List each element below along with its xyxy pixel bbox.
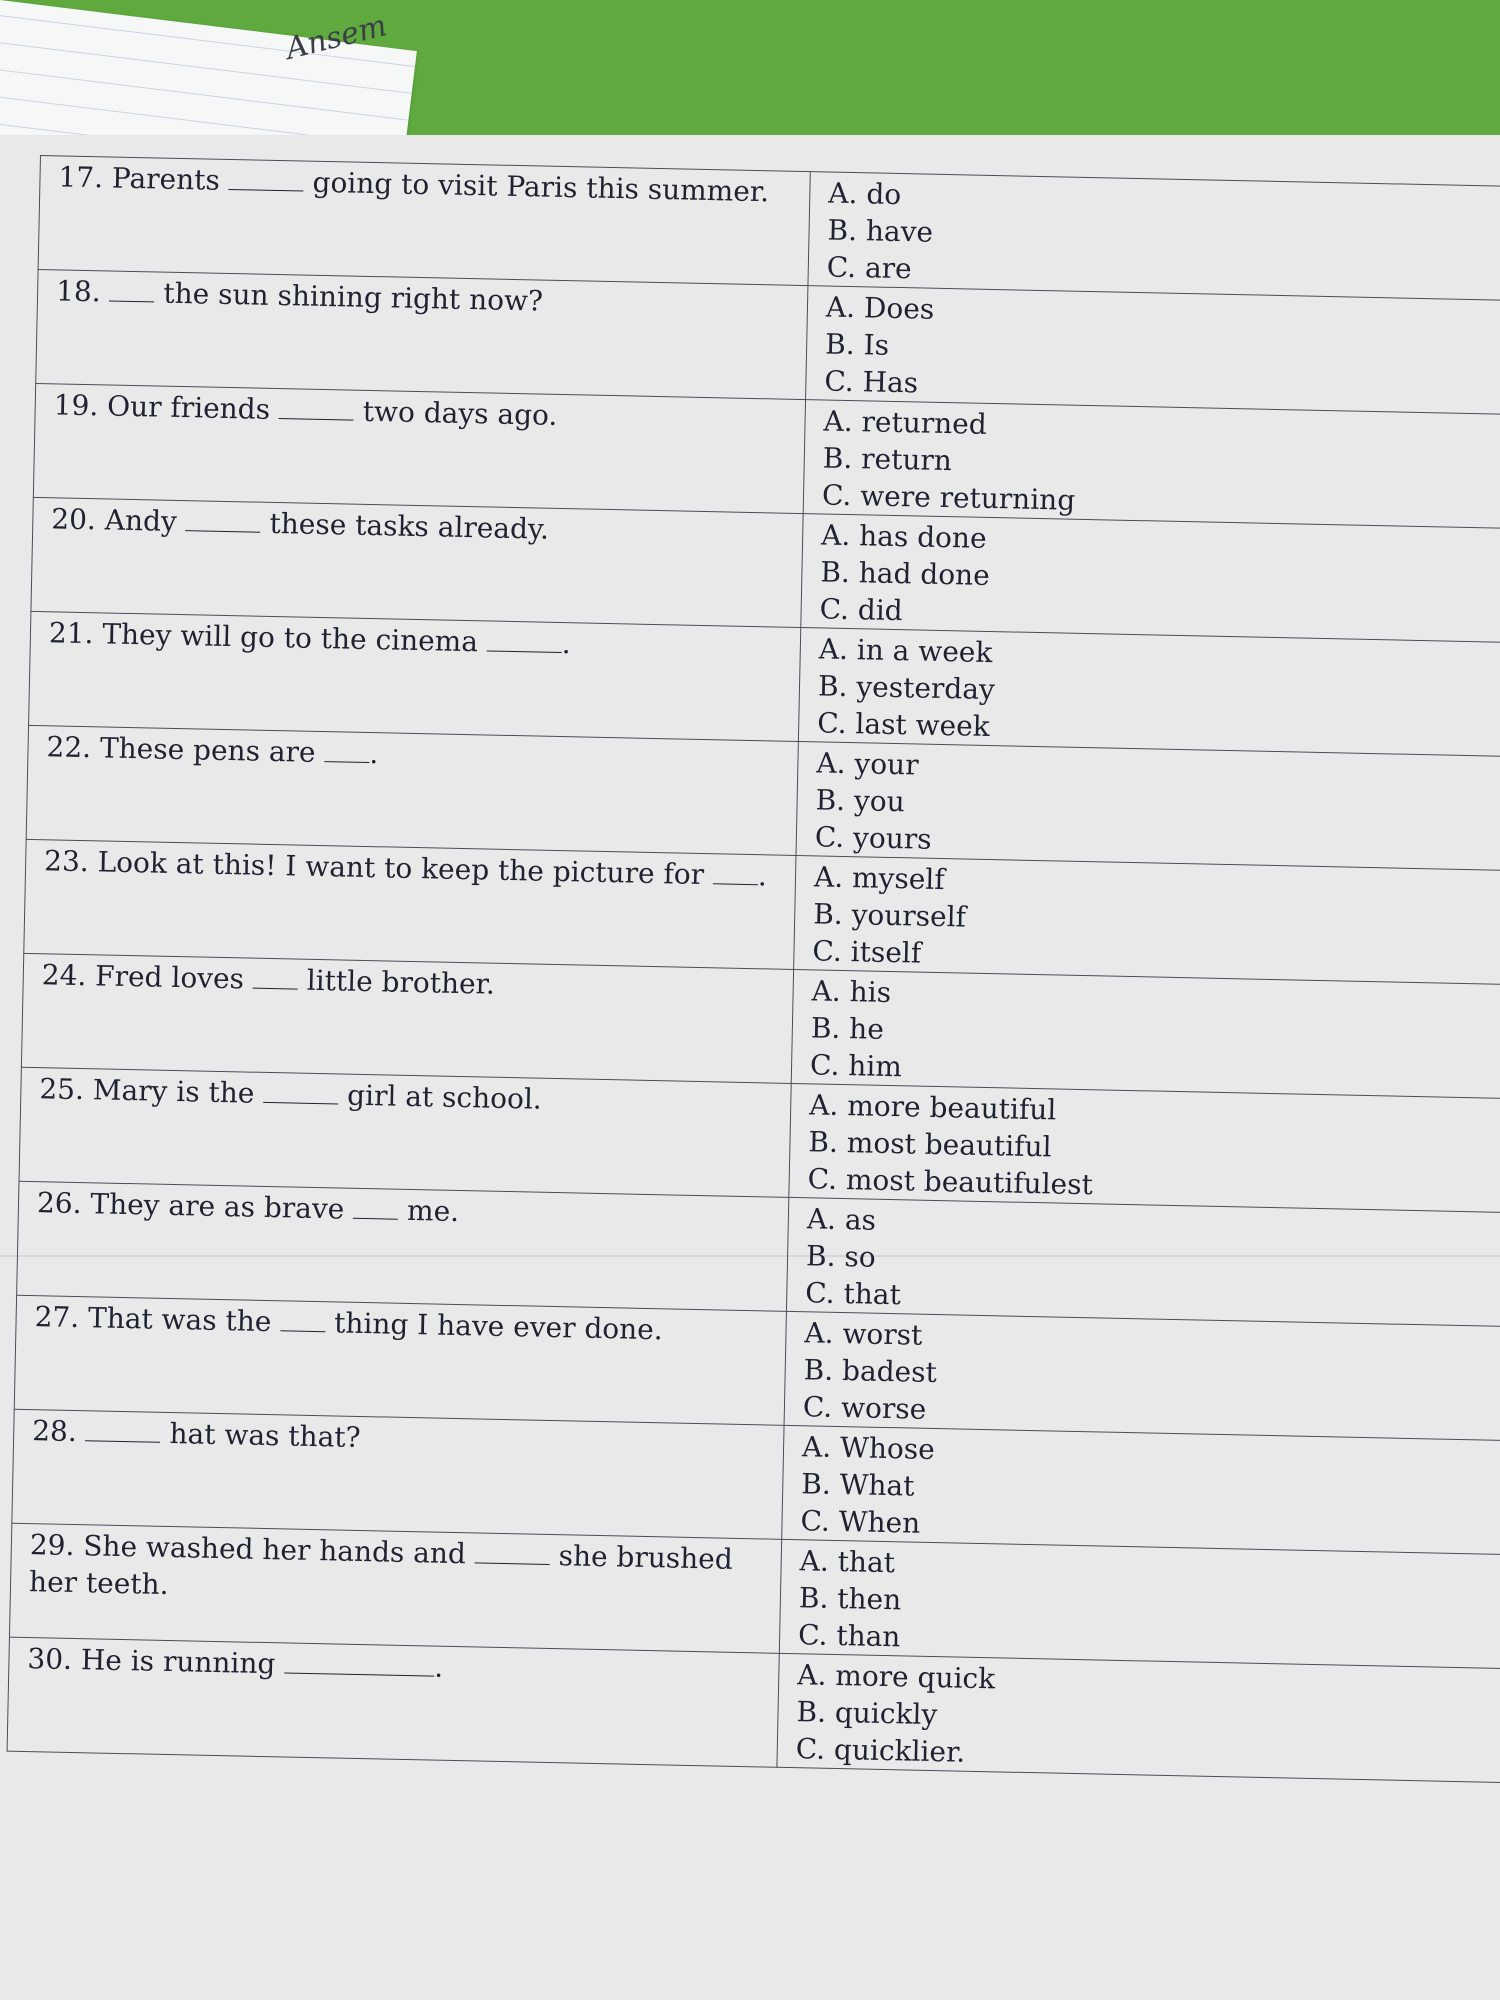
answer-blank[interactable] bbox=[229, 167, 304, 192]
question-text-before-blank: Parents bbox=[102, 161, 230, 197]
answer-option[interactable]: A. more beautiful bbox=[808, 1088, 1057, 1127]
options-cell bbox=[803, 400, 1500, 529]
options-cell bbox=[794, 855, 1500, 984]
answer-option[interactable]: B. Is bbox=[824, 327, 890, 362]
question-text-before-blank: Look at this! I want to keep the picture for bbox=[88, 845, 714, 892]
question-cell bbox=[9, 1523, 781, 1653]
question-text-before-blank: They are as brave bbox=[81, 1187, 354, 1226]
answer-option[interactable]: B. What bbox=[800, 1467, 915, 1503]
question-cell bbox=[24, 839, 796, 969]
answer-blank[interactable] bbox=[263, 1080, 338, 1105]
question-text-before-blank: Our friends bbox=[97, 389, 280, 427]
question-text-after-blank: . bbox=[561, 627, 572, 661]
question-number: 26. bbox=[36, 1186, 82, 1221]
answer-option[interactable]: A. myself bbox=[813, 860, 946, 897]
question-number: 27. bbox=[34, 1300, 80, 1335]
answer-option[interactable]: B. return bbox=[822, 441, 953, 478]
question-cell bbox=[31, 497, 803, 627]
question-text-after-blank: . bbox=[369, 737, 379, 771]
answer-option[interactable]: C. are bbox=[826, 250, 913, 286]
options-cell bbox=[782, 1425, 1500, 1554]
question-cell bbox=[26, 725, 798, 855]
answer-option[interactable]: C. were returning bbox=[821, 478, 1076, 517]
options-cell bbox=[786, 1197, 1500, 1326]
answer-blank[interactable] bbox=[475, 1540, 550, 1565]
question-text-after-blank: two days ago. bbox=[353, 394, 558, 432]
question-cell bbox=[38, 156, 810, 286]
quiz-area bbox=[7, 155, 1500, 1783]
answer-option[interactable]: C. When bbox=[800, 1504, 921, 1540]
answer-blank[interactable] bbox=[324, 739, 369, 763]
answer-option[interactable]: B. had done bbox=[820, 555, 991, 592]
question-cell bbox=[29, 611, 801, 741]
question-text-after-blank: hat was that? bbox=[160, 1416, 361, 1454]
question-text-after-blank: going to visit Paris this summer. bbox=[303, 165, 770, 209]
question-number: 23. bbox=[43, 844, 90, 879]
question-text-before-blank: He is running bbox=[71, 1643, 285, 1681]
question-text-before-blank: She washed her hands and bbox=[74, 1529, 476, 1571]
options-cell bbox=[798, 628, 1500, 757]
answer-option[interactable]: B. he bbox=[810, 1011, 885, 1046]
answer-option[interactable]: A. has done bbox=[820, 518, 987, 555]
options-cell bbox=[801, 514, 1500, 643]
answer-option[interactable]: C. yours bbox=[814, 820, 932, 856]
question-number: 30. bbox=[27, 1642, 73, 1676]
options-cell bbox=[784, 1311, 1500, 1440]
answer-blank[interactable] bbox=[109, 278, 154, 302]
answer-option[interactable]: C. did bbox=[819, 592, 904, 628]
options-cell bbox=[806, 286, 1500, 415]
question-number: 20. bbox=[51, 502, 97, 537]
question-number: 19. bbox=[53, 388, 99, 423]
answer-option[interactable]: C. than bbox=[797, 1618, 901, 1654]
answer-option[interactable]: B. yesterday bbox=[817, 669, 996, 707]
question-text-before-blank: They will go to the cinema bbox=[93, 617, 488, 659]
answer-option[interactable]: A. do bbox=[828, 176, 902, 212]
question-text-after-blank: thing I have ever done. bbox=[324, 1306, 664, 1347]
question-text-after-blank: . bbox=[433, 1650, 444, 1684]
question-cell bbox=[19, 1067, 791, 1197]
answer-blank[interactable] bbox=[86, 1418, 161, 1443]
answer-option[interactable]: A. more quick bbox=[796, 1658, 996, 1696]
question-table-body bbox=[7, 156, 1500, 1783]
question-text-after-blank: me. bbox=[397, 1193, 460, 1229]
options-cell bbox=[789, 1083, 1500, 1212]
options-cell bbox=[796, 742, 1500, 871]
question-number: 29. bbox=[29, 1528, 75, 1563]
answer-blank[interactable] bbox=[253, 966, 298, 990]
question-text-before-blank: Fred loves bbox=[86, 959, 254, 996]
answer-option[interactable]: C. Has bbox=[824, 364, 919, 400]
question-text-before-blank: These pens are bbox=[90, 731, 325, 770]
answer-option[interactable]: A. his bbox=[811, 974, 892, 1010]
question-number: 28. bbox=[31, 1414, 78, 1449]
answer-blank[interactable] bbox=[280, 1308, 325, 1332]
question-number: 24. bbox=[41, 958, 87, 993]
question-text-after-blank: girl at school. bbox=[337, 1078, 543, 1116]
question-text-after-blank: these tasks already. bbox=[260, 506, 550, 546]
question-table bbox=[7, 155, 1500, 1783]
answer-option[interactable]: C. that bbox=[804, 1276, 902, 1312]
options-cell bbox=[777, 1653, 1500, 1782]
options-cell bbox=[779, 1539, 1500, 1668]
answer-option[interactable]: C. him bbox=[809, 1048, 903, 1084]
answer-option[interactable]: A. that bbox=[799, 1544, 896, 1580]
question-cell bbox=[17, 1181, 789, 1311]
answer-option[interactable]: A. Whose bbox=[801, 1430, 936, 1467]
answer-blank[interactable] bbox=[279, 396, 354, 421]
question-number: 18. bbox=[55, 274, 102, 309]
question-number: 21. bbox=[48, 616, 94, 651]
question-cell bbox=[12, 1409, 784, 1539]
question-number: 22. bbox=[46, 730, 92, 765]
options-cell bbox=[791, 969, 1500, 1098]
answer-blank[interactable] bbox=[185, 508, 260, 533]
answer-option[interactable]: B. have bbox=[827, 213, 934, 249]
question-cell bbox=[36, 269, 808, 399]
question-text-after-blank: . bbox=[757, 859, 768, 893]
answer-option[interactable]: A. returned bbox=[823, 404, 988, 441]
answer-option[interactable]: A. your bbox=[816, 746, 919, 782]
answer-blank[interactable] bbox=[284, 1650, 434, 1676]
question-text-before-blank: Mary is the bbox=[83, 1073, 264, 1110]
question-number: 17. bbox=[58, 160, 104, 195]
answer-option[interactable]: A. in a week bbox=[818, 632, 993, 670]
answer-blank[interactable] bbox=[713, 861, 758, 885]
question-cell bbox=[7, 1637, 779, 1767]
answer-option[interactable]: A. as bbox=[806, 1202, 877, 1237]
answer-option[interactable]: A. worst bbox=[804, 1316, 923, 1352]
answer-option[interactable]: C. itself bbox=[812, 934, 922, 970]
handwritten-note: Ansem bbox=[282, 8, 391, 67]
question-cell bbox=[33, 383, 805, 513]
answer-option[interactable]: C. last week bbox=[816, 706, 991, 744]
question-text-before-blank: Andy bbox=[95, 503, 187, 539]
answer-option[interactable]: B. yourself bbox=[812, 897, 967, 934]
answer-option[interactable]: B. quickly bbox=[796, 1695, 938, 1732]
question-text-after-blank: she brushed her teeth. bbox=[28, 1538, 734, 1602]
answer-blank[interactable] bbox=[353, 1196, 398, 1220]
question-text-after-blank: little brother. bbox=[297, 963, 496, 1001]
answer-option[interactable]: A. Does bbox=[825, 290, 935, 326]
answer-option[interactable]: B. so bbox=[805, 1239, 877, 1274]
question-cell bbox=[14, 1295, 786, 1425]
answer-option[interactable]: B. you bbox=[815, 783, 906, 819]
question-cell bbox=[21, 953, 793, 1083]
question-text-after-blank: the sun shining right now? bbox=[154, 276, 544, 318]
answer-option[interactable]: C. quicklier. bbox=[795, 1732, 966, 1769]
options-cell bbox=[808, 172, 1500, 301]
answer-blank[interactable] bbox=[487, 628, 562, 653]
answer-option[interactable]: C. worse bbox=[802, 1390, 927, 1426]
answer-option[interactable]: B. badest bbox=[803, 1353, 938, 1390]
question-text-before-blank: That was the bbox=[78, 1301, 281, 1339]
question-number: 25. bbox=[39, 1072, 85, 1107]
answer-option[interactable]: C. most beautifulest bbox=[807, 1162, 1094, 1202]
answer-option[interactable]: B. most beautiful bbox=[808, 1125, 1052, 1164]
answer-option[interactable]: B. then bbox=[798, 1581, 902, 1617]
